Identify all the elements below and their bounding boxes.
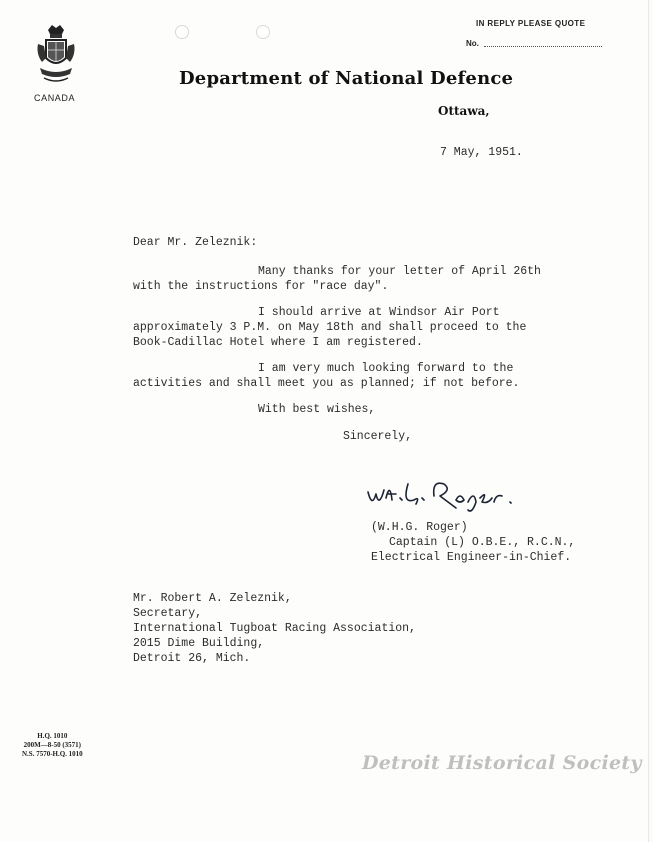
reply-notice: IN REPLY PLEASE QUOTE <box>476 19 586 28</box>
signer-title: Electrical Engineer-in-Chief. <box>371 551 572 564</box>
body-line: I should arrive at Windsor Air Port <box>258 306 500 319</box>
body-line: activities and shall meet you as planned; if not before. <box>133 377 520 390</box>
typed-name: (W.H.G. Roger) <box>371 521 468 534</box>
recipient-line: Mr. Robert A. Zeleznik, <box>133 592 292 605</box>
body-line: approximately 3 P.M. on May 18th and shall proceed to the <box>133 321 527 334</box>
signer-rank: Captain (L) O.B.E., R.C.N., <box>389 536 576 549</box>
form-code: H.Q. 1010 <box>37 732 68 740</box>
country-label: CANADA <box>34 93 76 103</box>
punch-hole-right <box>256 25 270 39</box>
punch-hole-left <box>175 25 189 39</box>
body-line: Book-Cadillac Hotel where I am registered. <box>133 336 423 349</box>
recipient-line: Secretary, <box>133 607 203 620</box>
body-line: I am very much looking forward to the <box>258 362 514 375</box>
closing: Sincerely, <box>343 430 413 443</box>
recipient-line: Detroit 26, Mich. <box>133 652 251 665</box>
handwritten-signature-icon <box>364 474 520 514</box>
reply-number-line <box>484 46 602 47</box>
recipient-line: International Tugboat Racing Association, <box>133 622 416 635</box>
canada-coat-of-arms-icon <box>34 24 78 86</box>
best-wishes: With best wishes, <box>258 403 376 416</box>
recipient-line: 2015 Dime Building, <box>133 637 265 650</box>
watermark: Detroit Historical Society <box>362 752 642 774</box>
form-codes <box>22 732 83 759</box>
body-line: with the instructions for "race day". <box>133 280 389 293</box>
bottom-margin <box>0 842 653 850</box>
form-code: N.S. 7570-H.Q. 1010 <box>22 750 83 758</box>
body-line: Many thanks for your letter of April 26th <box>258 265 541 278</box>
form-code: 200M—8-50 (3571) <box>23 741 82 749</box>
letterhead-city: Ottawa, <box>438 104 490 118</box>
department-title: Department of National Defence <box>179 68 514 89</box>
letter-date: 7 May, 1951. <box>440 146 523 159</box>
reply-number-label: No. <box>466 39 479 48</box>
salutation: Dear Mr. Zeleznik: <box>133 236 258 249</box>
